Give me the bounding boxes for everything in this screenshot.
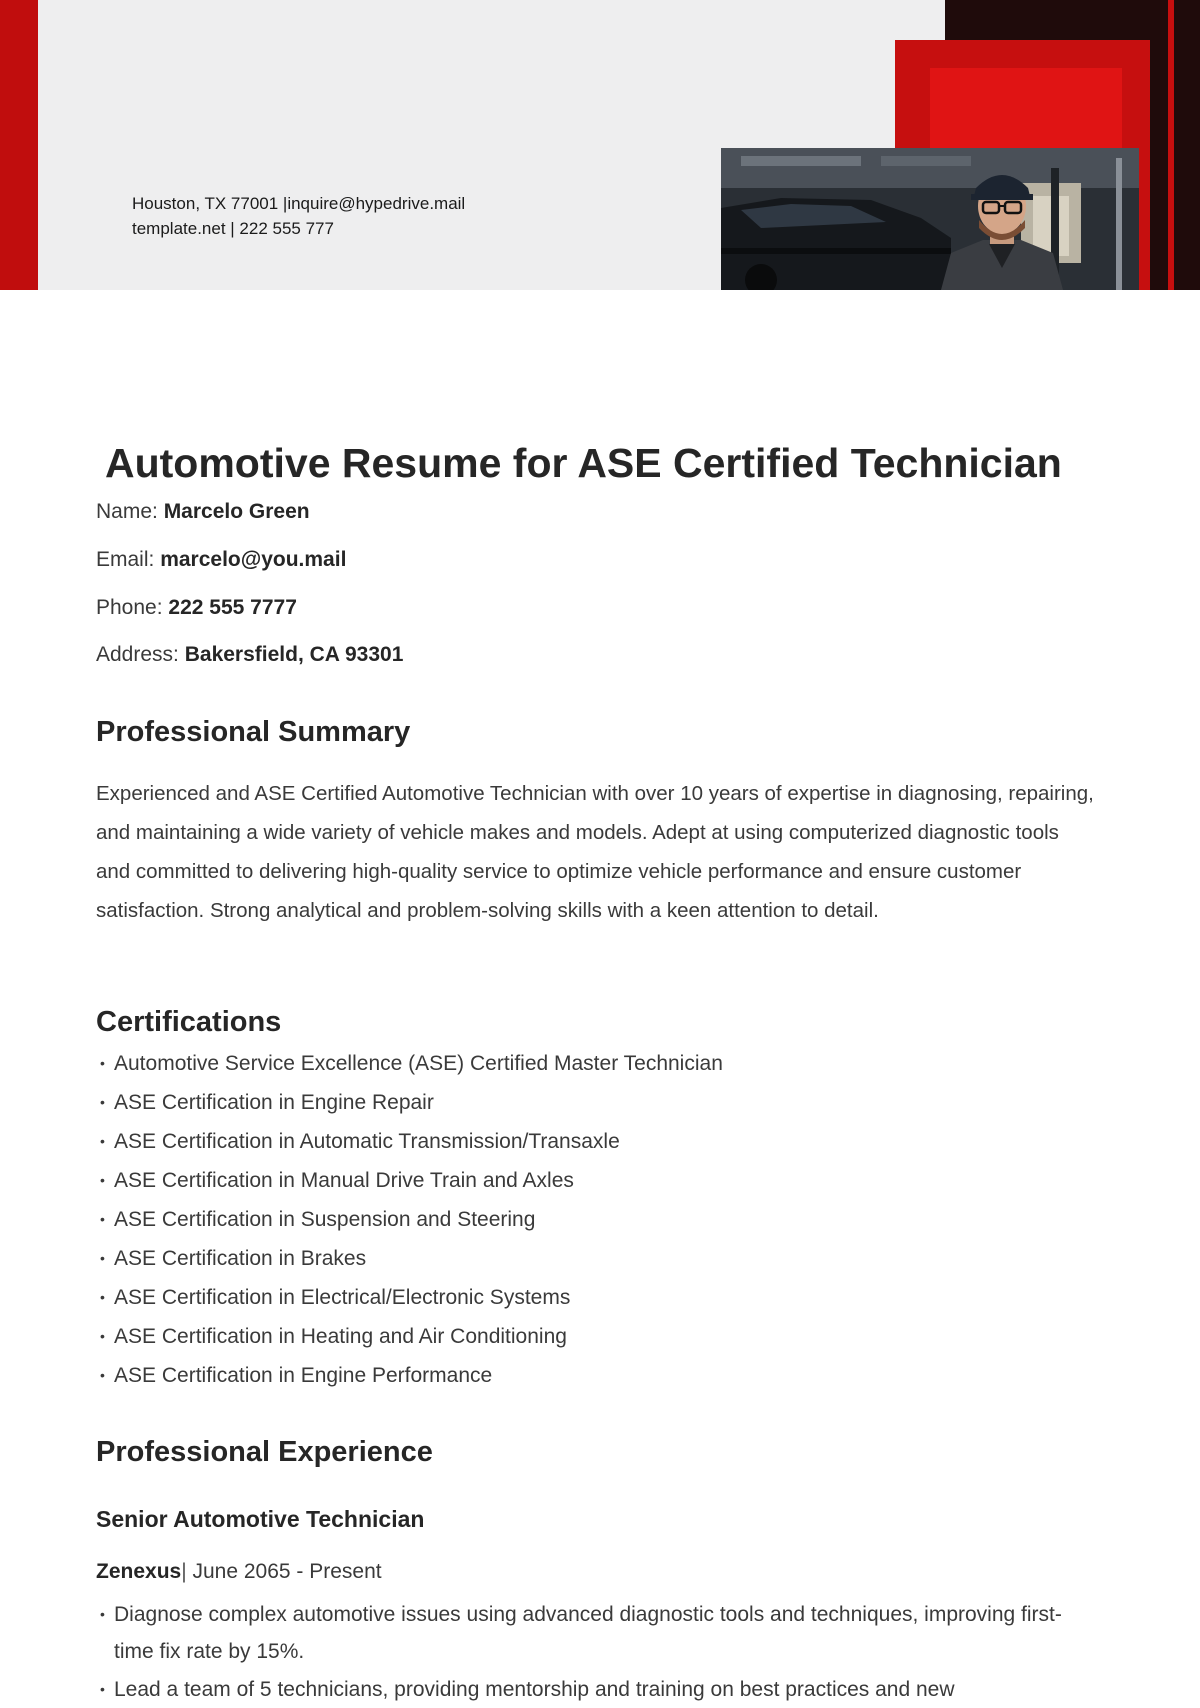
experience-bullet: • Diagnose complex automotive issues using advanced diagnostic tools and techniques, improving first-time fix rate by 15%.: [100, 1603, 1062, 1663]
phone-label: Phone:: [96, 596, 169, 619]
summary-heading: Professional Summary: [96, 716, 411, 748]
address-value: Bakersfield, CA 93301: [184, 643, 404, 666]
header-contact-line-1: Houston, TX 77001 |inquire@hypedrive.mail: [132, 194, 466, 213]
certification-item: • ASE Certification in Electrical/Electronic Systems: [100, 1286, 571, 1309]
summary-text: Experienced and ASE Certified Automotive Technician with over 10 years of expertise in diagnosing, repairing, and maintaining a wide variety of vehicle makes and models. Adept at using computerized diagnostic tools and committed to delivering high-quality service to optimize vehicle performance and ensure customer satisfaction. Strong analytical and problem-solving skills with a keen attention to detail.: [96, 782, 1094, 922]
name-label: Name:: [96, 500, 164, 523]
certifications-heading: Certifications: [96, 1006, 282, 1038]
certification-item: • ASE Certification in Brakes: [100, 1247, 367, 1270]
profile-photo: [721, 148, 1139, 290]
company-name: Zenexus: [96, 1560, 182, 1583]
certification-item: • ASE Certification in Manual Drive Train and Axles: [100, 1169, 574, 1192]
meta-separator: |: [181, 1560, 187, 1583]
name-value: Marcelo Green: [163, 500, 310, 523]
left-accent-bar: [0, 0, 38, 290]
name-line: [96, 500, 310, 524]
address-line: [96, 643, 403, 667]
job-dates: June 2065 - Present: [186, 1560, 382, 1583]
certification-item: • ASE Certification in Engine Repair: [100, 1091, 434, 1114]
certification-item: • ASE Certification in Suspension and Steering: [100, 1208, 536, 1231]
thin-accent-line: [1168, 0, 1174, 290]
job-title: Senior Automotive Technician: [96, 1506, 425, 1532]
address-label: Address:: [96, 643, 185, 666]
job-meta: [96, 1560, 382, 1584]
page-title: Automotive Resume for ASE Certified Technician: [105, 440, 1062, 486]
certification-item: • ASE Certification in Automatic Transmission/Transaxle: [100, 1130, 620, 1153]
phone-value: 222 555 7777: [168, 596, 297, 619]
phone-line: [96, 596, 297, 620]
header-contact-line-2: template.net | 222 555 777: [132, 219, 334, 238]
garage-photo-illustration: [721, 148, 1139, 290]
experience-heading: Professional Experience: [96, 1436, 433, 1468]
certification-item: • ASE Certification in Heating and Air Conditioning: [100, 1325, 567, 1348]
email-line: [96, 548, 346, 572]
header-band: [0, 0, 1200, 290]
email-value: marcelo@you.mail: [160, 548, 347, 571]
certification-item: • ASE Certification in Engine Performance: [100, 1364, 493, 1387]
experience-bullet: • Lead a team of 5 technicians, providing mentorship and training on best practices and new: [100, 1678, 955, 1701]
email-label: Email:: [96, 548, 161, 571]
certification-item: • Automotive Service Excellence (ASE) Certified Master Technician: [100, 1052, 723, 1075]
